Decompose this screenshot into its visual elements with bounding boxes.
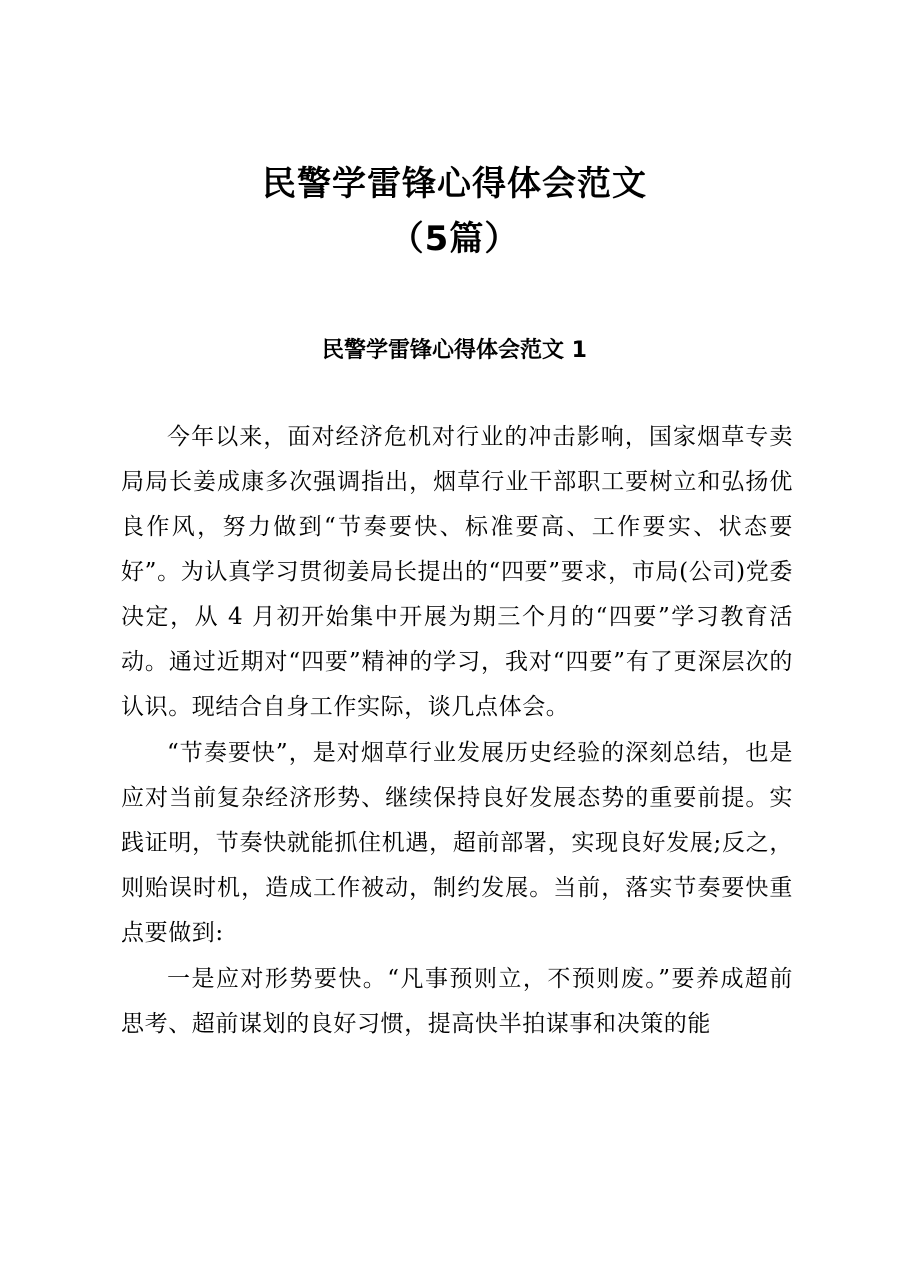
paragraph: 今年以来，面对经济危机对行业的冲击影响，国家烟草专卖局局长姜成康多次强调指出，烟草行业干部职工要树立和弘扬优良作风，努力做到“节奏要快、标准要高、工作要实、状态要好”。为认真学习贯彻姜局长提出的“四要”要求，市局(公司)党委决定，从 4 月初开始集中开展为期三个月的“四要”学习教育活动。通过近期对“四要”精神的学习，我对“四要”有了更深层次的认识。现结合自身工作实际，谈几点体会。 [121,424,793,720]
paragraph: 一是应对形势要快。“凡事预则立，不预则废。”要养成超前思考、超前谋划的良好习惯，提高快半拍谋事和决策的能 [121,966,793,1037]
document-title: 民警学雷锋心得体会范文 [262,164,647,204]
paragraph: “节奏要快”，是对烟草行业发展历史经验的深刻总结，也是应对当前复杂经济形势、继续保持良好发展态势的重要前提。实践证明，节奏快就能抓住机遇，超前部署，实现良好发展;反之，则贻误时机，造成工作被动，制约发展。当前，落实节奏要快重点要做到: [121,740,793,946]
document-body [121,415,793,1048]
document-subtitle: （5篇） [389,219,520,259]
section-heading: 民警学雷锋心得体会范文 1 [322,338,587,363]
